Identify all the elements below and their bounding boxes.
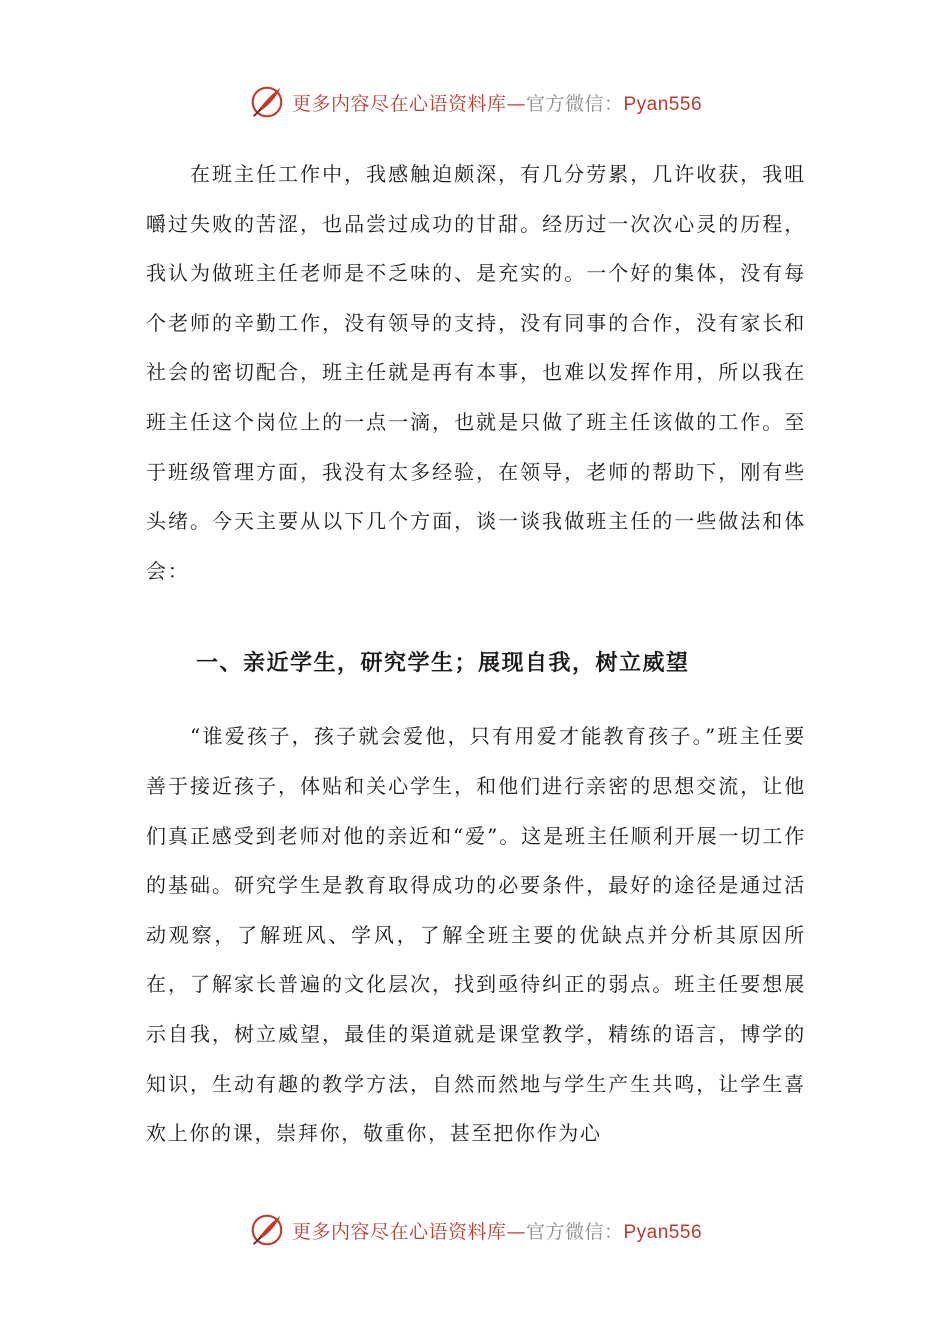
banner-main-text: 更多内容尽在心语资料库 [291,92,507,115]
banner-separator: — [506,92,526,115]
banner-label: 官方微信： [525,92,624,115]
banner-account: Pyan556 [623,1221,703,1243]
section-heading: 一、亲近学生，研究学生；展现自我，树立威望 [196,651,690,677]
quill-logo-icon [248,1211,286,1249]
banner-text [292,89,702,116]
banner-label: 官方微信： [525,1220,624,1243]
footer-banner [0,1208,950,1252]
banner-text [292,1217,702,1244]
banner-main-text: 更多内容尽在心语资料库 [291,1220,507,1243]
intro-paragraph: 在班主任工作中，我感触迫颇深，有几分劳累，几许收获，我咀嚼过失败的苦涩，也品尝过成功的甘甜。经历过一次次心灵的历程，我认为做班主任老师是不乏味的、是充实的。一个好的集体，没有每个老师的辛勤工作，没有领导的支持，没有同事的合作，没有家长和社会的密切配合，班主任就是再有本事，也难以发挥作用，所以我在班主任这个岗位上的一点一滴，也就是只做了班主任该做的工作。至于班级管理方面，我没有太多经验，在领导，老师的帮助下，刚有些头绪。今天主要从以下几个方面，谈一谈我做班主任的一些做法和体会： [146,162,806,583]
section-paragraph: “谁爱孩子，孩子就会爱他，只有用爱才能教育孩子。”班主任要善于接近孩子，体贴和关心学生，和他们进行亲密的思想交流，让他们真正感受到老师对他的亲近和“爱”。这是班主任顺利开展一切工作的基础。研究学生是教育取得成功的必要条件，最好的途径是通过活动观察，了解班风、学风，了解全班主要的优缺点并分析其原因所在，了解家长普遍的文化层次，找到亟待纠正的弱点。班主任要想展示自我，树立威望，最佳的渠道就是课堂教学，精练的语言，博学的知识，生动有趣的教学方法，自然而然地与学生产生共鸣，让学生喜欢上你的课，崇拜你，敬重你，甚至把你作为心 [146,724,806,1146]
header-banner [0,80,950,124]
banner-separator: — [506,1220,526,1243]
banner-account: Pyan556 [623,93,703,115]
quill-logo-icon [248,83,286,121]
document-body [146,150,806,1159]
